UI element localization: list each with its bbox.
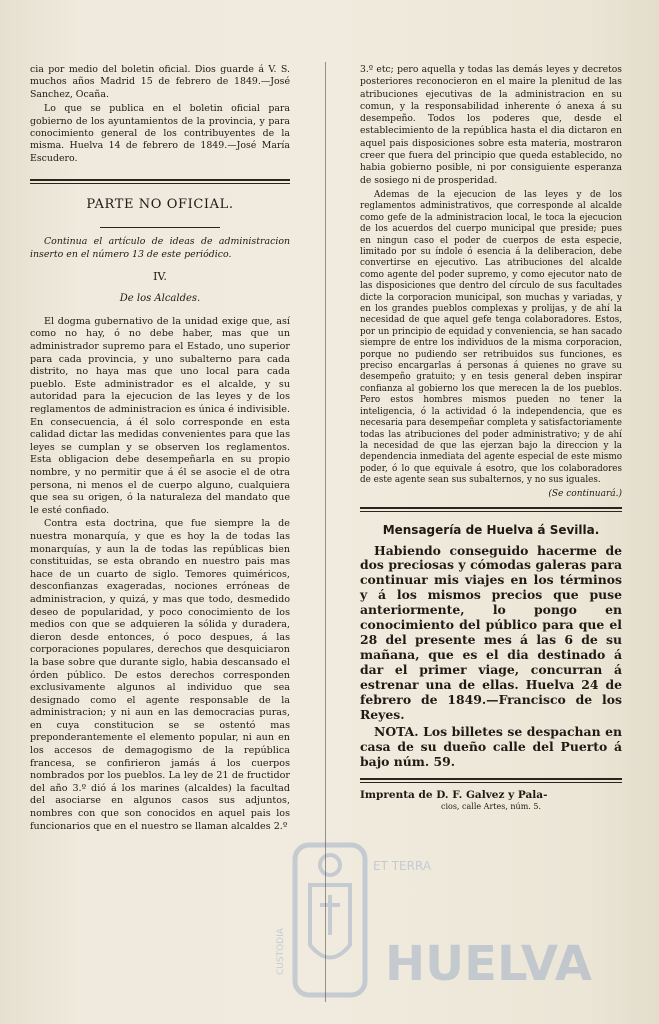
top-divider-rule [30, 179, 290, 184]
watermark-text-main: HUELVA [385, 936, 592, 992]
left-paragraph-closing: cia por medio del boletin oficial. Dios guarde á V. S. muchos años Madrid 15 de febrero de 1849.—José Sanchez, Ocaña. [30, 64, 290, 100]
imprint-line: Imprenta de D. F. Galvez y Pala- [360, 789, 548, 802]
left-column [30, 0, 290, 833]
article-intro: Continua el artículo de ideas de administracion inserto en el número 13 de este periódico. [30, 236, 290, 260]
right-column [360, 0, 622, 811]
library-watermark-icon [265, 825, 592, 1015]
watermark-text-side: CUSTODIA [276, 928, 286, 975]
column-divider [325, 62, 326, 1002]
imprint-top-rule [360, 778, 622, 783]
article-subtitle: De los Alcaldes. [119, 293, 201, 305]
watermark-text-top: ET TERRA [373, 859, 432, 873]
left-paragraph-publication-note: Lo que se publica en el boletin oficial para gobierno de los ayuntamientos de la provincia, y para conocimiento general de los contribuyentes de la misma. Huelva 14 de febrero de 1849.—José María Escudero. [30, 103, 290, 164]
imprint-address: cios, calle Artes, núm. 5. [440, 802, 542, 812]
ad-title: Mensagería de Huelva á Sevilla. [382, 522, 600, 537]
right-paragraph-1: 3.º etc; pero aquella y todas las demás leyes y decretos posteriores reconocieron en el maire la plenitud de las atribuciones ejecutivas de la administracion en su comun, y la responsabilidad inherente ó anexa á su desempeño. Todos los poderes que, desde el establecimiento de la república hasta el dia dictaron en aquel pais disposiciones sobre esta materia, mostraron creer que fuera del principio que queda establecido, no habia gobierno posible, ni por consiguiente esperanza de sosiego ni de prosperidad. [360, 64, 622, 186]
continued-note: (Se continuará.) [548, 488, 622, 499]
ad-body: Habiendo conseguido hacerme de dos preciosas y cómodas galeras para continuar mis viajes en los términos y á los mismos precios que puse anteriormente, lo pongo en conocimiento del público para que el 28 del presente mes á las 6 de su mañana, que es el dia destinado á dar el primer viage, concurran á estrenar una de ellas. Huelva 24 de febrero de 1849.—Francisco de los Reyes. [360, 542, 622, 722]
article-paragraph-1: El dogma gubernativo de la unidad exige que, así como no hay, ó no debe haber, mas que un administrador supremo para el Estado, uno superior para cada provincia, y uno subalterno para cada distrito, no haya mas que uno local para cada pueblo. Este administrador es el alcalde, y su autoridad para la ejecucion de las leyes y de los reglamentos de administracion es única é indivisible. En consecuencia, á él solo corresponde en esta calidad dictar las medidas convenientes para que las leyes se cumplan y se observen los reglamentos. Esta obligacion debe desempeñarla en su propio nombre, y no permitir que á él se asocie el de otra persona, ni menos el de cuerpo alguno, cualquiera que sea su origen, ó la naturaleza del mandato que le esté confiado. [30, 315, 290, 516]
short-rule [100, 227, 220, 228]
ad-nota: NOTA. Los billetes se despachan en casa de su dueño calle del Puerto á bajo núm. 59. [360, 724, 622, 770]
article-paragraph-2: Contra esta doctrina, que fue siempre la de nuestra monarquía, y que es hoy la de todas las monarquías, y aun la de todas las repúblicas bien constituidas, se esta obrando en nuestro pais mas hace de un cuarto de siglo. Temores quiméricos, desconfianzas exageradas, nociones erróneas de administracion, y quizá, y mas que todo, desmedido deseo de popularidad, y poco conocimiento de los medios con que se adquieren la sólida y duradera, dieron desde entonces, ó poco despues, á las corporaciones populares, derechos que desquiciaron la base sobre que durante siglo, habia descansado el órden público. De estos derechos corresponden exclusivamente algunos al individuo que sea designado como el agente responsable de la administracion; y ni aun en las democracias puras, en cuya constitucion se se ostentó mas preponderantemente el elemento popular, ni aun en los accesos de demagogismo de la república francesa, se confirieron jamás á los cuerpos nombrados por los pueblos. La ley de 21 de fructidor del año 3.º dió á los marines (alcaldes) la facultad del asociarse en algunos casos sus adjuntos, nombres con que son conocidos en aquel pais los funcionarios que en el nuestro se llaman alcaldes 2.º [30, 518, 290, 832]
section-title: PARTE NO OFICIAL. [86, 197, 234, 213]
right-paragraph-2: Ademas de la ejecucion de las leyes y de los reglamentos administrativos, que corresponde al alcalde como gefe de la administracion local, le toca la ejecucion de los acuerdos del cuerpo municipal que preside; pues en ningun caso el poder de cuerpos de esta especie, limitado por su índole ó esencia á la deliberacion, debe convertirse en ejecutivo. Las atribuciones del alcalde como agente del poder supremo, y como ejecutor nato de las disposiciones que dentro del círculo de sus facultades dicte la corporacion municipal, son muchas y variadas, y en los grandes pueblos complexas y prolijas, y de ahí la necesidad de que aquel gefe tenga colaboradores. Estos, por un principio de equidad y conveniencia, se han sacado siempre de entre los individuos de la misma corporacion, porque no pudiendo ser retribuidos sus funciones, es preciso encargarlas á personas á quienes no grave su desempeño gratuito; y en tesis general deben inspirar confianza al gobierno los que merecen la de los pueblos. Pero estos hombres mismos pueden no tener la inteligencia, ó la actividad ó la independencia, que es necesaria para desempeñar completa y satisfactoriamente todas las atribuciones del poder administrativo; y de ahí la necesidad de que las ejerzan bajo la direccion y la dependencia inmediata del agente especial de este mismo poder, ó lo que equivale á esotro, que los colaboradores de este agente sean sus subalternos, y no sus iguales. [360, 189, 622, 486]
article-section-number: IV. [153, 270, 167, 284]
ad-top-rule [360, 507, 622, 512]
